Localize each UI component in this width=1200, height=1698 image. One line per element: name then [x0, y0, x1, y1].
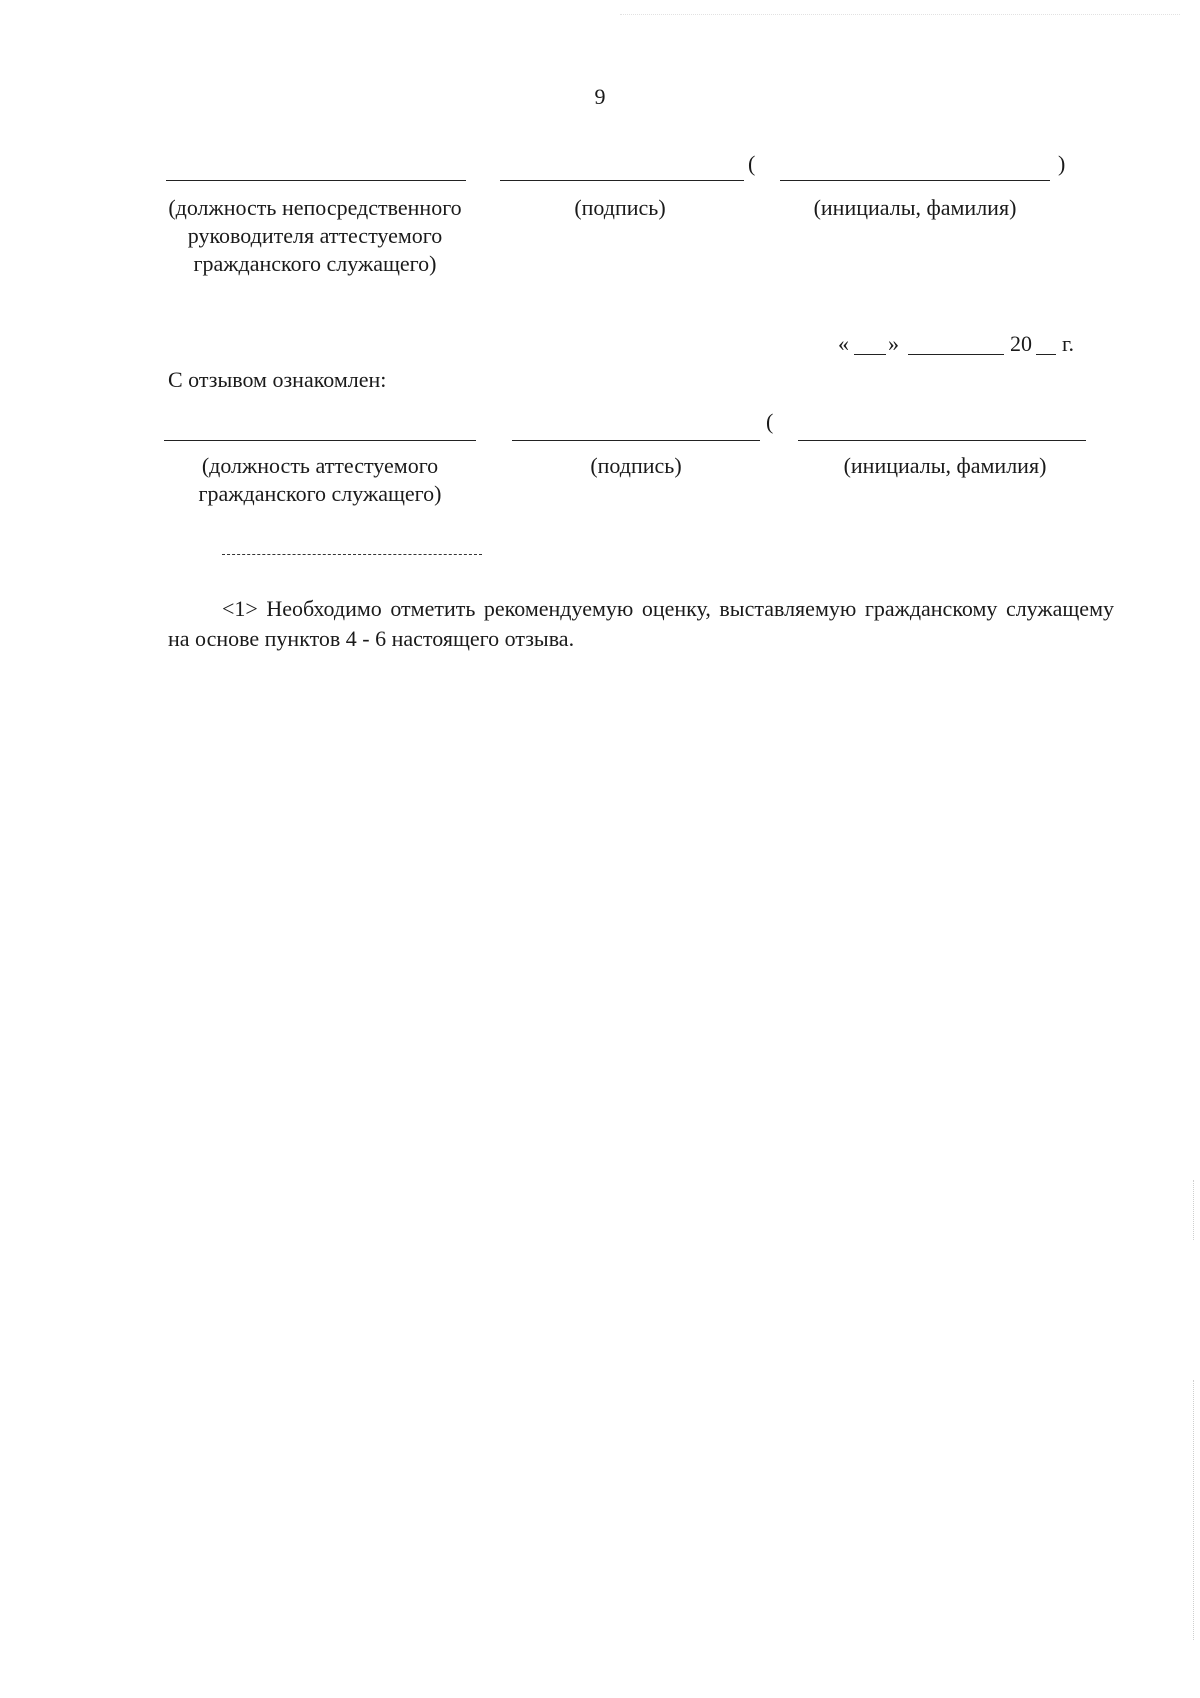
paren-open: ( [748, 151, 756, 176]
footnote-separator [222, 554, 482, 555]
date-year-prefix: 20 [1010, 331, 1032, 356]
acknowledgement-label: С отзывом ознакомлен: [168, 367, 387, 392]
employee-position-caption: (должность аттестуемого гражданского служащего) [198, 453, 442, 506]
employee-signature-caption: (подпись) [590, 453, 682, 478]
employee-name-caption: (инициалы, фамилия) [843, 453, 1047, 478]
date-quote-open: « [838, 331, 849, 356]
supervisor-position-line [166, 180, 466, 181]
supervisor-name-line [780, 180, 1050, 181]
date-year-suffix: г. [1062, 331, 1075, 356]
employee-name-line [798, 440, 1086, 441]
date-day-line [854, 354, 886, 355]
supervisor-position-caption: (должность непосредственного руководителя аттестуемого гражданского служащего) [168, 195, 462, 276]
supervisor-name-caption: (инициалы, фамилия) [813, 195, 1017, 220]
scan-artifact [1192, 1380, 1194, 1640]
supervisor-signature-caption: (подпись) [574, 195, 666, 220]
supervisor-signature-line [500, 180, 744, 181]
scan-artifact [1192, 1180, 1194, 1240]
date-month-line [908, 354, 1004, 355]
scan-artifact [620, 14, 1180, 15]
date-quote-close: » [888, 331, 899, 356]
employee-position-line [164, 440, 476, 441]
paren-close: ) [1058, 151, 1066, 176]
date-year-line [1036, 354, 1056, 355]
employee-signature-line [512, 440, 760, 441]
paren-open: ( [766, 409, 774, 434]
footnote-text: <1> Необходимо отметить рекомендуемую оценку, выставляемую гражданскому служащему на основе пунктов 4 - 6 настоящего отзыва. [168, 596, 1114, 651]
page-number: 9 [594, 84, 606, 109]
